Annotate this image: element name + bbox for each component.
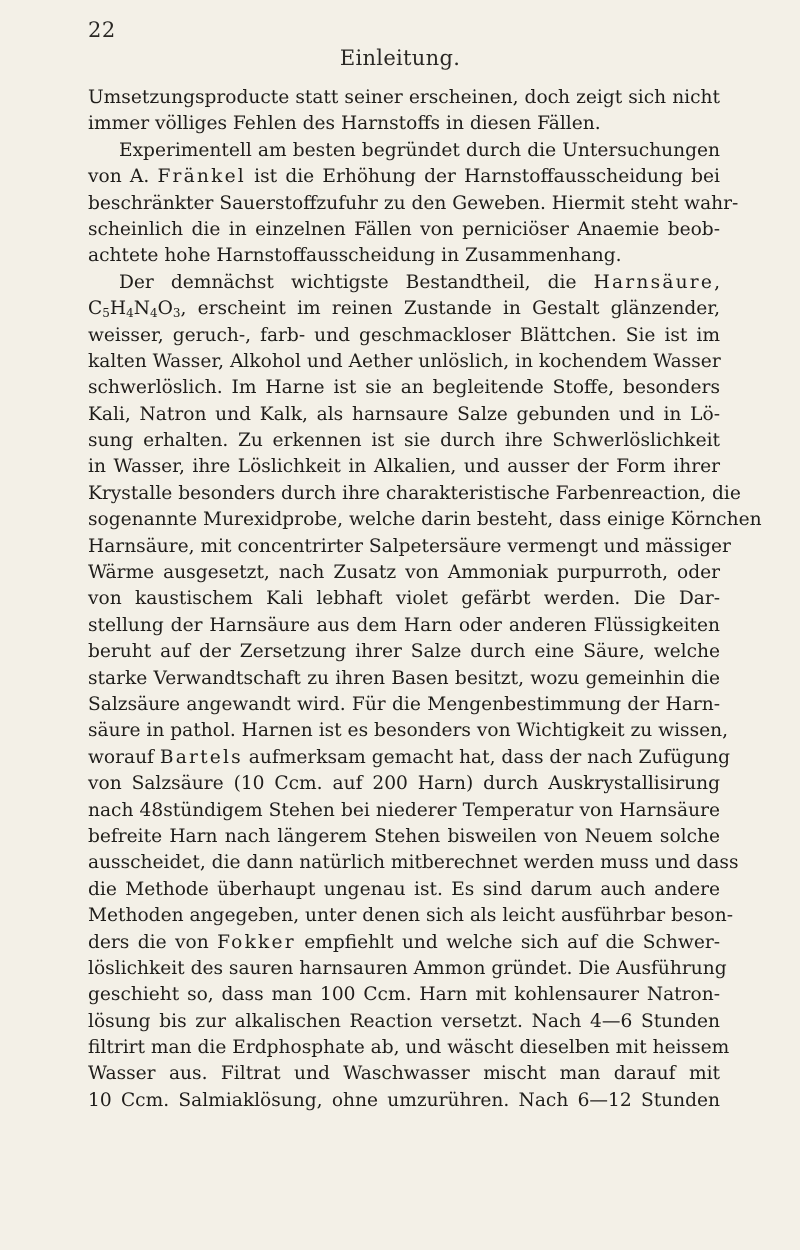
text-segment: ist die Erhöhung der Harnstoffausscheidung bei: [245, 166, 720, 188]
chemical-formula: $C_5H_4N_4O_3$: [88, 298, 181, 321]
text-line: achtete hohe Harnstoffausscheidung in Zusammenhang.: [88, 245, 622, 267]
text-line: kalten Wasser, Alkohol und Aether unlöslich, in kochendem Wasser: [88, 350, 721, 372]
page-number: 22: [88, 18, 116, 42]
text-line: lösung bis zur alkalischen Reaction versetzt. Nach 4—6 Stunden: [88, 1010, 720, 1032]
text-line: säure in pathol. Harnen ist es besonders von Wichtigkeit zu wissen,: [88, 720, 729, 742]
text-line: von kaustischem Kali lebhaft violet gefärbt werden. Die Dar-: [88, 588, 720, 610]
text-line: befreite Harn nach längerem Stehen bisweilen von Neuem solche: [88, 825, 720, 847]
text-line: sogenannte Murexidprobe, welche darin besteht, dass einige Körnchen: [88, 509, 762, 531]
author-name-bartels: Bartels: [159, 746, 243, 768]
text-line: starke Verwandtschaft zu ihren Basen besitzt, wozu gemeinhin die: [88, 667, 720, 689]
text-line: immer völliges Fehlen des Harnstoffs in diesen Fällen.: [88, 113, 601, 135]
running-head: Einleitung.: [339, 46, 461, 70]
term-harnsaeure: Harnsäure: [593, 271, 715, 293]
text-line: in Wasser, ihre Löslichkeit in Alkalien, und ausser der Form ihrer: [88, 456, 720, 478]
text-line: nach 48stündigem Stehen bei niederer Temperatur von Harnsäure: [88, 799, 720, 821]
text-line: [88, 270, 720, 296]
text-line: Harnsäure, mit concentrirter Salpetersäure vermengt und mässiger: [88, 535, 731, 557]
text-segment: Der demnächst wichtigste Bestandtheil, die: [119, 271, 594, 293]
text-line: geschieht so, dass man 100 Ccm. Harn mit kohlensaurer Natron-: [88, 984, 720, 1006]
text-line: Kali, Natron und Kalk, als harnsaure Salze gebunden und in Lö-: [88, 403, 720, 425]
text-line: filtrirt man die Erdphosphate ab, und wäscht dieselben mit heissem: [88, 1037, 730, 1059]
text-line: [88, 164, 720, 190]
text-segment: , erscheint im reinen Zustande in Gestalt glänzender,: [180, 298, 720, 320]
text-segment: worauf: [88, 746, 160, 768]
text-segment: aufmerksam gemacht hat, dass der nach Zufügung: [242, 746, 730, 768]
text-segment: von A.: [88, 166, 158, 188]
text-line: Wasser aus. Filtrat und Waschwasser mischt man darauf mit: [88, 1063, 720, 1085]
text-line: Wärme ausgesetzt, nach Zusatz von Ammoniak purpurroth, oder: [88, 562, 720, 584]
text-line: [88, 296, 720, 322]
text-line: scheinlich die in einzelnen Fällen von perniciöser Anaemie beob-: [88, 218, 720, 240]
body-text: [88, 85, 762, 1114]
text-line: beschränkter Sauerstoffzufuhr zu den Geweben. Hiermit steht wahr-: [88, 192, 739, 214]
text-line: weisser, geruch-, farb- und geschmackloser Blättchen. Sie ist im: [88, 324, 720, 346]
text-line: schwerlöslich. Im Harne ist sie an begleitende Stoffe, besonders: [88, 377, 720, 399]
text-line: beruht auf der Zersetzung ihrer Salze durch eine Säure, welche: [88, 641, 720, 663]
text-line: von Salzsäure (10 Ccm. auf 200 Harn) durch Auskrystallisirung: [88, 773, 720, 795]
text-line: Methoden angegeben, unter denen sich als leicht ausführbar beson-: [88, 905, 733, 927]
text-line: [88, 930, 720, 956]
text-line: die Methode überhaupt ungenau ist. Es sind darum auch andere: [88, 878, 720, 900]
text-line: stellung der Harnsäure aus dem Harn oder anderen Flüssigkeiten: [88, 614, 720, 636]
text-line: Experimentell am besten begründet durch die Untersuchungen: [119, 139, 720, 161]
author-name-fokker: Fokker: [217, 931, 296, 953]
text-line: sung erhalten. Zu erkennen ist sie durch ihre Schwerlöslichkeit: [88, 430, 720, 452]
text-line: löslichkeit des sauren harnsauren Ammon gründet. Die Ausführung: [88, 957, 727, 979]
text-line: [88, 745, 730, 771]
text-segment: ders die von: [88, 931, 218, 953]
text-segment: empfiehlt und welche sich auf die Schwer-: [295, 931, 720, 953]
text-segment: ,: [714, 271, 720, 293]
text-line: Krystalle besonders durch ihre charakteristische Farbenreaction, die: [88, 482, 741, 504]
text-line: ausscheidet, die dann natürlich mitberechnet werden muss und dass: [88, 852, 739, 874]
text-line: Umsetzungsproducte statt seiner erscheinen, doch zeigt sich nicht: [88, 87, 720, 108]
text-line: Salzsäure angewandt wird. Für die Mengenbestimmung der Harn-: [88, 693, 720, 715]
author-name-fraenkel: Fränkel: [157, 166, 246, 188]
text-line: 10 Ccm. Salmiaklösung, ohne umzurühren. Nach 6—12 Stunden: [88, 1089, 720, 1111]
